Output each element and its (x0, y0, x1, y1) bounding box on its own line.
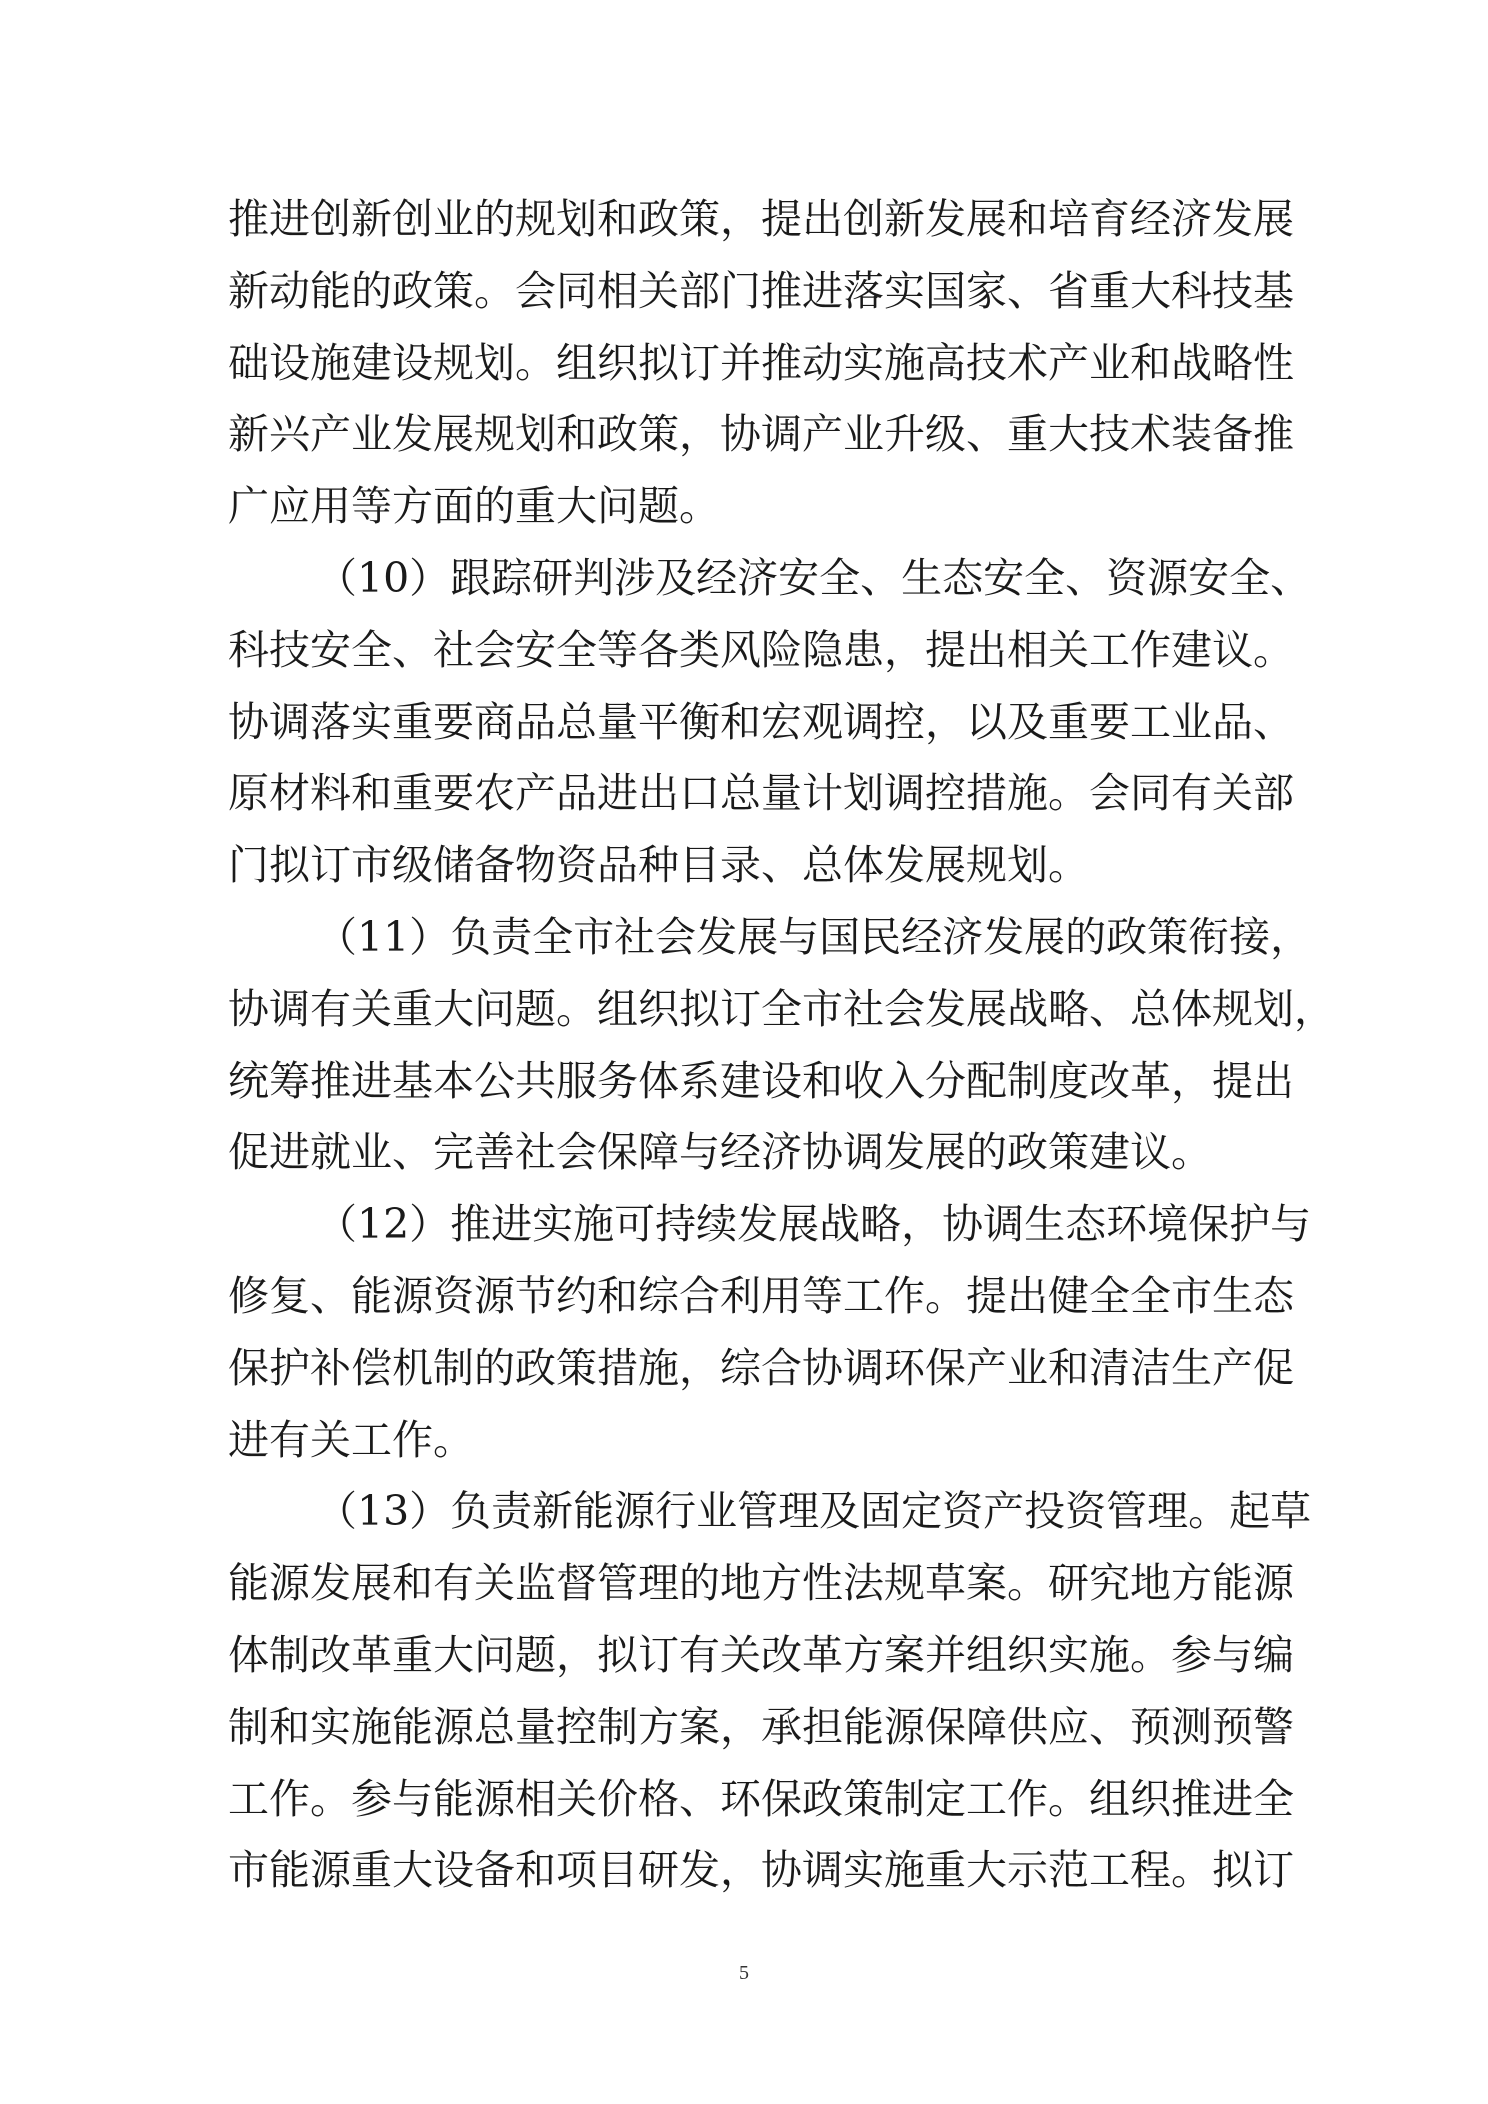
text-line: （11）负责全市社会发展与国民经济发展的政策衔接， (316, 912, 1312, 961)
body-text (228, 184, 1335, 1907)
text-line: 新兴产业发展规划和政策，协调产业升级、重大技术装备推 (228, 410, 1294, 459)
text-line: 科技安全、社会安全等各类风险隐患，提出相关工作建议。 (228, 625, 1294, 674)
text-line: 制和实施能源总量控制方案，承担能源保障供应、预测预警 (228, 1702, 1294, 1751)
text-line: 统筹推进基本公共服务体系建设和收入分配制度改革，提出 (228, 1056, 1294, 1105)
text-line: 原材料和重要农产品进出口总量计划调控措施。会同有关部 (228, 769, 1294, 818)
text-line: 修复、能源资源节约和综合利用等工作。提出健全全市生态 (228, 1271, 1294, 1320)
page-number: 5 (739, 1962, 749, 1984)
text-line: 协调落实重要商品总量平衡和宏观调控，以及重要工业品、 (228, 697, 1294, 746)
text-line: 广应用等方面的重大问题。 (228, 482, 720, 531)
text-line: 础设施建设规划。组织拟订并推动实施高技术产业和战略性 (228, 338, 1294, 387)
text-line: （13）负责新能源行业管理及固定资产投资管理。起草 (316, 1487, 1312, 1536)
text-line: （10）跟踪研判涉及经济安全、生态安全、资源安全、 (316, 553, 1312, 602)
text-line: 能源发展和有关监督管理的地方性法规草案。研究地方能源 (228, 1559, 1294, 1608)
text-line: 工作。参与能源相关价格、环保政策制定工作。组织推进全 (228, 1774, 1294, 1823)
text-line: 市能源重大设备和项目研发，协调实施重大示范工程。拟订 (228, 1846, 1294, 1895)
text-line: 促进就业、完善社会保障与经济协调发展的政策建议。 (228, 1128, 1212, 1177)
text-line: （12）推进实施可持续发展战略，协调生态环境保护与 (316, 1200, 1312, 1249)
text-line: 进有关工作。 (228, 1415, 474, 1464)
text-line: 推进创新创业的规划和政策，提出创新发展和培育经济发展 (228, 195, 1294, 243)
text-line: 门拟订市级储备物资品种目录、总体发展规划。 (228, 841, 1089, 890)
text-line: 协调有关重大问题。组织拟订全市社会发展战略、总体规划， (228, 984, 1335, 1033)
text-line: 新动能的政策。会同相关部门推进落实国家、省重大科技基 (228, 266, 1294, 315)
text-line: 保护补偿机制的政策措施，综合协调环保产业和清洁生产促 (228, 1343, 1294, 1392)
text-line: 体制改革重大问题，拟订有关改革方案并组织实施。参与编 (228, 1630, 1294, 1679)
